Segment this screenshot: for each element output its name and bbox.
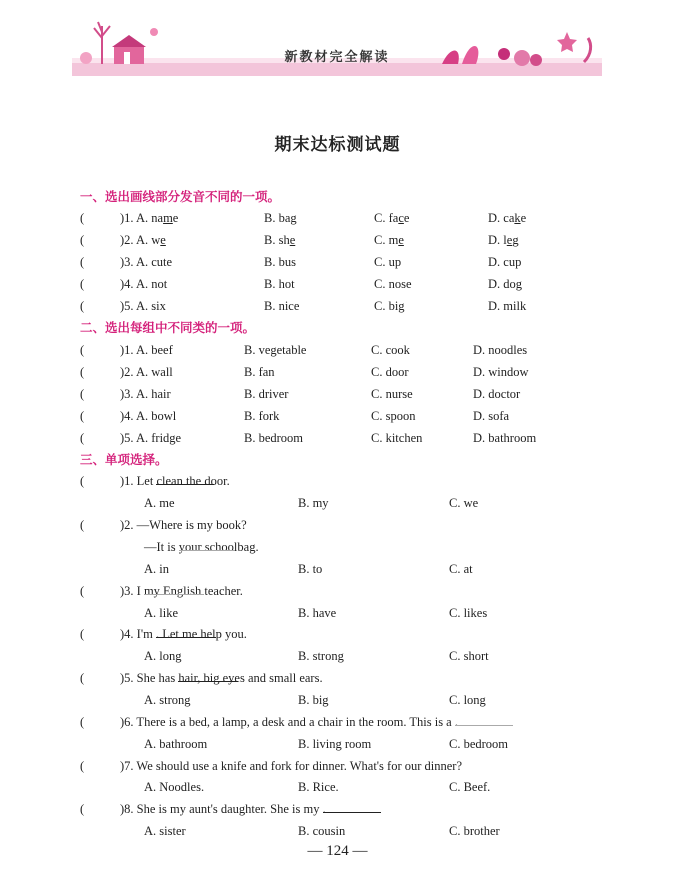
section-2-heading: 二、选出每组中不同类的一项。 <box>80 320 256 335</box>
floral-decoration <box>432 24 602 68</box>
answer-paren[interactable]: ( <box>80 343 85 357</box>
answer-paren[interactable]: ( <box>80 671 85 685</box>
answer-paren[interactable]: ( <box>80 627 85 641</box>
page-title: 期末达标测试题 <box>274 135 401 155</box>
answer-paren[interactable]: ( <box>80 277 85 291</box>
answer-paren[interactable]: ( <box>80 387 85 401</box>
fill-blank[interactable] <box>455 712 513 726</box>
house-tree-decoration <box>72 18 172 66</box>
answer-paren[interactable]: ( <box>80 474 85 488</box>
fill-blank[interactable] <box>323 799 381 813</box>
fill-blank[interactable] <box>178 668 238 682</box>
answer-paren[interactable]: ( <box>80 715 85 729</box>
answer-paren[interactable]: ( <box>80 802 85 816</box>
answer-paren[interactable]: ( <box>80 518 85 532</box>
answer-paren[interactable]: ( <box>80 211 85 225</box>
header-title: 新教材完全解读 <box>284 50 390 65</box>
answer-paren[interactable]: ( <box>80 759 85 773</box>
answer-paren[interactable]: ( <box>80 409 85 423</box>
answer-paren[interactable]: ( <box>80 255 85 269</box>
answer-paren[interactable]: ( <box>80 431 85 445</box>
answer-paren[interactable]: ( <box>80 365 85 379</box>
fill-blank[interactable] <box>156 471 214 485</box>
section-1-heading: 一、选出画线部分发音不同的一项。 <box>80 189 281 204</box>
section-3-heading: 三、单项选择。 <box>80 452 168 467</box>
answer-paren[interactable]: ( <box>80 299 85 313</box>
fill-blank[interactable] <box>156 624 216 638</box>
page-header <box>72 18 602 76</box>
answer-paren[interactable]: ( <box>80 584 85 598</box>
answer-paren[interactable]: ( <box>80 233 85 247</box>
fill-blank[interactable] <box>179 537 235 551</box>
fill-blank[interactable] <box>144 581 204 595</box>
page-number: — 124 — <box>307 843 368 859</box>
